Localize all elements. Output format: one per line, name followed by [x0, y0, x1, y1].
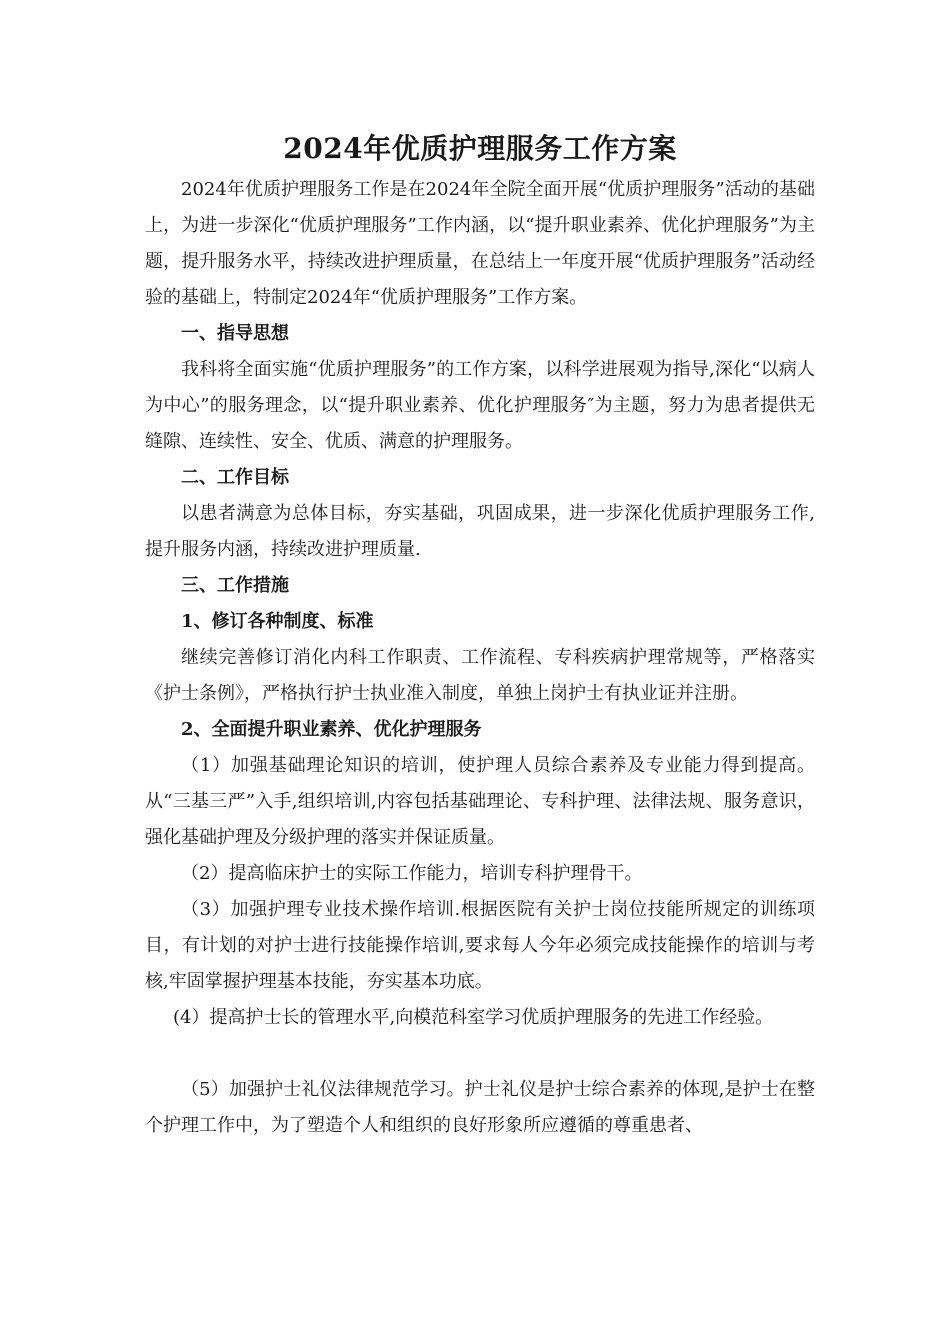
list-item-4: (4）提高护士长的管理水平,向模范科室学习优质护理服务的先进工作经验。: [173, 1007, 774, 1028]
subsection-heading-1: 1、修订各种制度、标准: [181, 611, 374, 632]
list-item-1: （1）加强基础理论知识的培训，使护理人员综合素养及专业能力得到提高。从“三基三严”入手,组织培训,内容包括基础理论、专科护理、法律法规、服务意识，强化基础护理及分级护理的落实并保证质量。: [145, 755, 815, 848]
list-item-2: （2）提高临床护士的实际工作能力，培训专科护理骨干。: [181, 863, 643, 884]
list-item-3: （3）加强护理专业技术操作培训.根据医院有关护士岗位技能所规定的训练项目，有计划的对护士进行技能操作培训,要求每人今年必须完成技能操作的培训与考核,牢固掌握护理基本技能，夯实基本功底。: [145, 899, 815, 992]
blank-line: [145, 1036, 815, 1072]
section-heading-goals: 二、工作目标: [181, 467, 289, 488]
document-title: 2024年优质护理服务工作方案: [283, 132, 677, 165]
goals-paragraph: 以患者满意为总体目标，夯实基础，巩固成果，进一步深化优质护理服务工作,提升服务内涵，持续改进护理质量.: [145, 503, 815, 560]
list-item-5: （5）加强护士礼仪法律规范学习。护士礼仪是护士综合素养的体现,是护士在整个护理工作中，为了塑造个人和组织的良好形象所应遵循的尊重患者、: [145, 1079, 815, 1136]
intro-paragraph: 2024年优质护理服务工作是在2024年全院全面开展“优质护理服务”活动的基础上，为进一步深化“优质护理服务”工作内涵，以“提升职业素养、优化护理服务”为主题，提升服务水平，持续改进护理质量，在总结上一年度开展“优质护理服务”活动经验的基础上，特制定2024年“优质护理服务”工作方案。: [145, 179, 815, 308]
section-heading-guiding: 一、指导思想: [181, 323, 289, 344]
document-page: [145, 130, 815, 1144]
guiding-paragraph: 我科将全面实施“优质护理服务”的工作方案，以科学进展观为指导,深化“以病人为中心”的服务理念，以“提升职业素养、优化护理服务″为主题，努力为患者提供无缝隙、连续性、安全、优质、满意的护理服务。: [145, 359, 815, 452]
section-heading-measures: 三、工作措施: [181, 575, 289, 596]
subsection-heading-2: 2、全面提升职业素养、优化护理服务: [181, 719, 482, 740]
subsection-1-paragraph: 继续完善修订消化内科工作职责、工作流程、专科疾病护理常规等，严格落实《护士条例》，严格执行护士执业准入制度，单独上岗护士有执业证并注册。: [145, 647, 815, 704]
